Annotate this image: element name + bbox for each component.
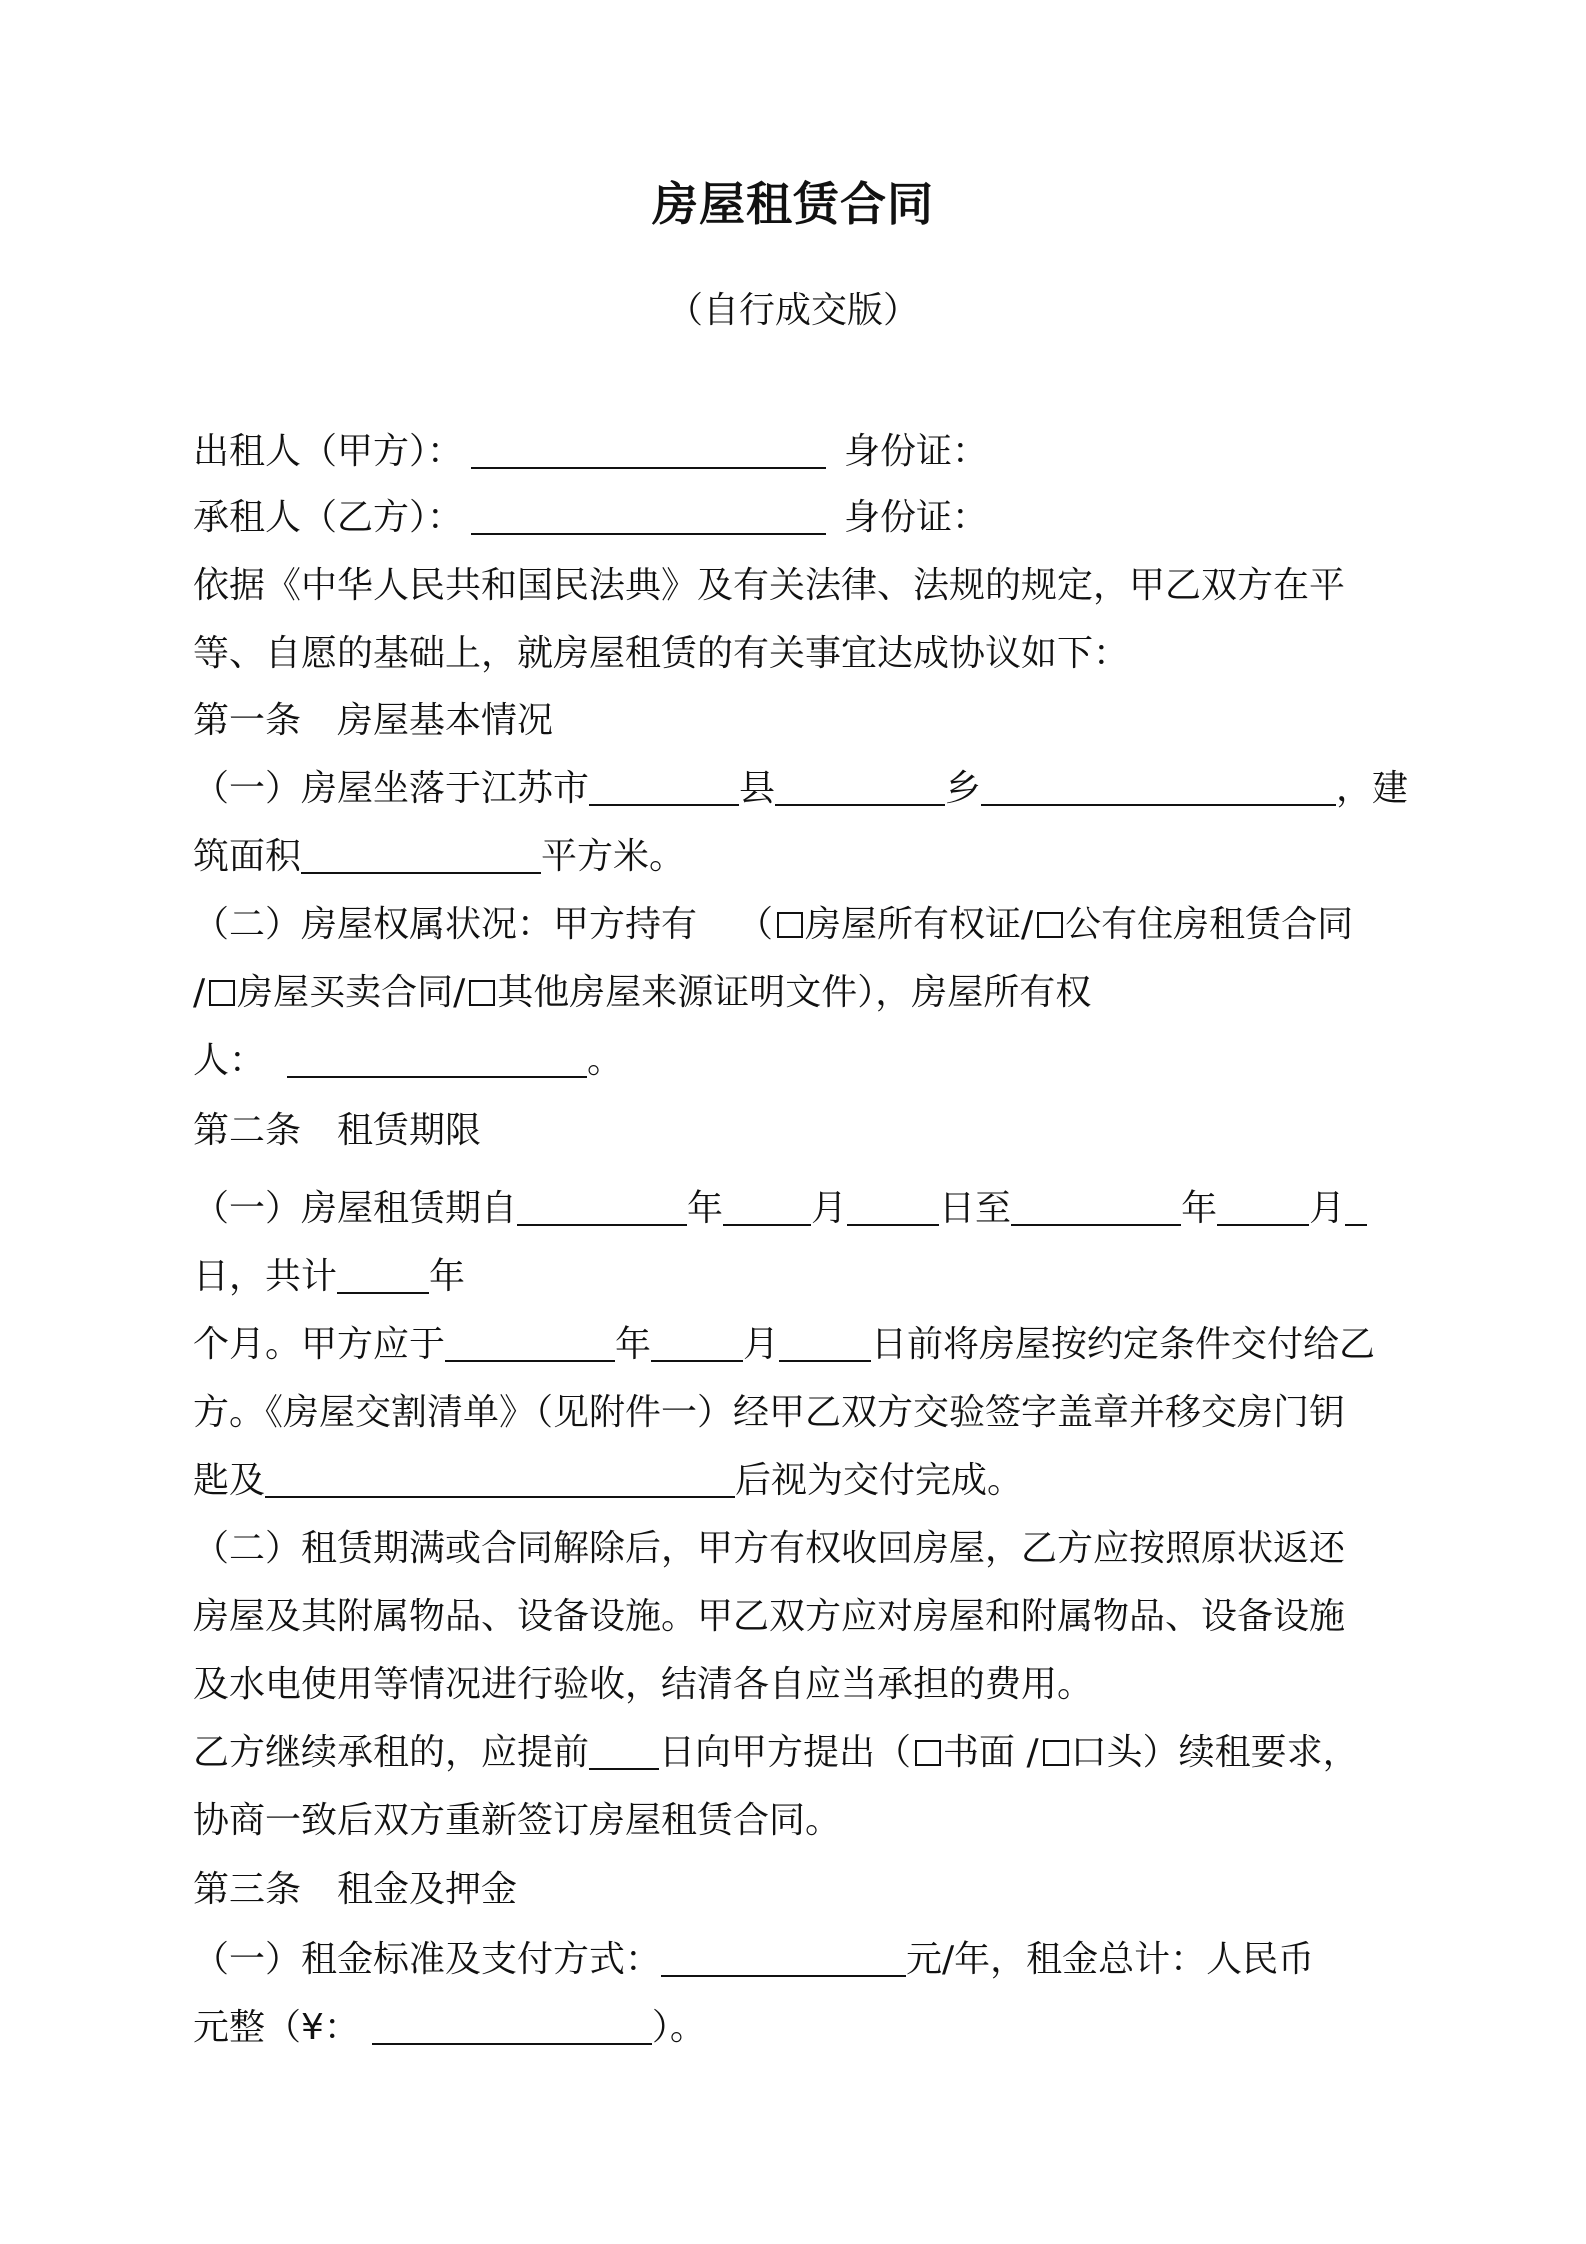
checkbox-oral[interactable] [1043,1740,1069,1766]
end-year-blank[interactable] [1011,1190,1181,1226]
clause-text: 日向甲方提出（ [659,1732,912,1773]
clause-text: （一）房屋租赁期自 [193,1188,518,1229]
end-day-blank[interactable] [1345,1190,1367,1226]
article-3-title: 租金及押金 [337,1869,518,1910]
area-blank[interactable] [301,838,541,874]
lessor-id-label: 身份证： [844,431,989,472]
township-blank[interactable] [981,770,1336,806]
checkbox-written[interactable] [915,1740,941,1766]
clause-text: 日至 [939,1188,1012,1229]
keys-blank[interactable] [265,1462,735,1498]
article-2-clause-1-line-5 [193,1457,1023,1505]
renewal-days-blank[interactable] [589,1734,659,1770]
article-1-title: 房屋基本情况 [337,700,554,741]
clause-text: 口头）续租要求， [1070,1732,1359,1773]
clause-text: 元/年，租金总计：人民币 [906,1939,1315,1980]
article-2-clause-1-line-1 [193,1185,1367,1233]
delivery-year-blank[interactable] [445,1326,615,1362]
clause-text: ）。 [651,2007,706,2048]
start-day-blank[interactable] [847,1190,939,1226]
clause-text: 后视为交付完成。 [735,1460,1024,1501]
lessor-name-blank[interactable] [471,433,826,469]
clause-text: （ [737,904,774,945]
clause-text: 其他房屋来源证明文件），房屋所有权 [497,972,1092,1013]
clause-text: 公有住房租赁合同 [1065,904,1354,945]
article-2-clause-3-line-1 [193,1729,1359,1777]
clause-text: 年 [1181,1188,1218,1229]
clause-text: 匙及 [193,1460,266,1501]
article-2-clause-2-line-1: （二）租赁期满或合同解除后，甲方有权收回房屋，乙方应按照原状返还 [193,1528,1346,1569]
article-2-clause-2-line-3: 及水电使用等情况进行验收，结清各自应当承担的费用。 [193,1664,1094,1705]
clause-text: 年 [429,1256,466,1297]
clause-text: 平方米。 [541,836,686,877]
lessee-label: 承租人（乙方）： [193,497,464,538]
clause-text: 县 [739,768,776,809]
checkbox-other-proof[interactable] [469,980,495,1006]
start-month-blank[interactable] [723,1190,811,1226]
lessee-name-blank[interactable] [471,499,826,535]
clause-text: 房屋所有权证/ [805,904,1034,945]
article-2-clause-1-line-3 [193,1321,1375,1369]
lessor-line [193,428,988,476]
clause-text: 房屋买卖合同/ [237,972,466,1013]
article-3-clause-1-line-1 [193,1936,1314,1984]
start-year-blank[interactable] [517,1190,687,1226]
checkbox-ownership-cert[interactable] [777,912,803,938]
clause-text: 乙方继续承租的，应提前 [193,1732,590,1773]
clause-text: 日，共计 [193,1256,338,1297]
checkbox-sale-contract[interactable] [209,980,235,1006]
article-3-clause-1-line-2 [193,2004,706,2052]
city-blank[interactable] [589,770,739,806]
clause-text: （一）房屋坐落于江苏市 [193,768,590,809]
article-1-clause-1-line-1 [193,765,1408,813]
article-1-number: 第一条 [193,700,302,741]
article-2-heading [193,1107,481,1155]
delivery-month-blank[interactable] [651,1326,743,1362]
owner-blank[interactable] [287,1042,587,1078]
document-title: 房屋租赁合同 [652,177,934,231]
clause-text: 日前将房屋按约定条件交付给乙 [871,1324,1376,1365]
article-2-clause-1-line-4: 方。《房屋交割清单》（见附件一）经甲乙双方交验签字盖章并移交房门钥 [193,1392,1346,1433]
clause-text: / [193,972,206,1013]
article-1-clause-2-line-2 [193,969,1091,1017]
clause-text: 个月。甲方应于 [193,1324,446,1365]
document-subtitle: （自行成交版） [666,290,919,331]
clause-text: 月 [811,1188,848,1229]
article-2-clause-1-line-2 [193,1253,465,1301]
clause-text: （一）租金标准及支付方式： [193,1939,662,1980]
article-2-clause-3-line-2: 协商一致后双方重新签订房屋租赁合同。 [193,1800,842,1841]
lessor-label: 出租人（甲方）： [193,431,464,472]
clause-text: 月 [743,1324,780,1365]
clause-text: 年 [687,1188,724,1229]
clause-text: 筑面积 [193,836,302,877]
clause-text: 月 [1309,1188,1346,1229]
article-2-number: 第二条 [193,1110,302,1151]
rent-amount-blank[interactable] [372,2009,652,2045]
lessee-id-label: 身份证： [844,497,989,538]
article-2-title: 租赁期限 [337,1110,482,1151]
preamble-line-1: 依据《中华人民共和国民法典》及有关法律、法规的规定，甲乙双方在平 [193,565,1346,606]
term-years-blank[interactable] [337,1258,429,1294]
article-3-heading [193,1866,517,1914]
article-1-heading [193,697,553,745]
clause-text: 乡 [945,768,982,809]
checkbox-public-housing-lease[interactable] [1037,912,1063,938]
clause-text: ，建 [1336,768,1409,809]
clause-text: 年 [615,1324,652,1365]
clause-text: 。 [587,1040,624,1081]
clause-text: 书面 / [943,1732,1039,1773]
county-blank[interactable] [775,770,945,806]
preamble-line-2: 等、自愿的基础上，就房屋租赁的有关事宜达成协议如下： [193,633,1130,674]
article-2-clause-2-line-2: 房屋及其附属物品、设备设施。甲乙双方应对房屋和附属物品、设备设施 [193,1596,1346,1637]
rent-per-year-blank[interactable] [661,1941,906,1977]
lessee-line [193,494,988,542]
clause-text: 元整（¥： [193,2007,360,2048]
article-1-clause-2-line-1 [193,901,1353,949]
article-1-clause-2-line-3 [193,1037,623,1085]
clause-text: 人： [193,1040,266,1081]
article-1-clause-1-line-2 [193,833,685,881]
clause-text: （二）房屋权属状况：甲方持有 [193,904,698,945]
delivery-day-blank[interactable] [779,1326,871,1362]
article-3-number: 第三条 [193,1869,302,1910]
end-month-blank[interactable] [1217,1190,1309,1226]
